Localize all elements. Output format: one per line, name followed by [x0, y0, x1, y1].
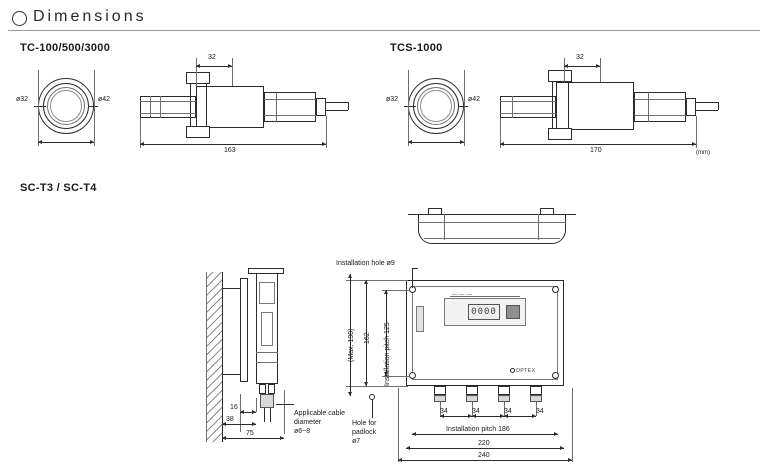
tc-outer-dia-label: ø42 [98, 96, 111, 103]
sc-side-switch [416, 306, 424, 332]
width-inner-label: 220 [478, 440, 490, 447]
depth-dim-75: 75 [246, 430, 254, 437]
tc-topdim-ext-right [232, 58, 233, 86]
width-outer-arrow [398, 460, 572, 461]
tc-inner-dia-label: ø32 [16, 96, 29, 103]
width-outer-ext-left [398, 388, 399, 462]
install-pitch-h-label: Installation pitch 186 [446, 426, 510, 433]
wall-face-line [222, 272, 223, 442]
cable-note-line3: ø6~8 [294, 428, 311, 435]
padlock-note-line3: ø7 [352, 438, 361, 445]
install-pitch-h-arrow [412, 434, 558, 435]
install-pitch-v-label: Installation pitch 125 [384, 322, 391, 386]
tc-cable-top [326, 102, 348, 103]
tc-front-dim-arrow [38, 142, 94, 143]
circle-outline-icon [12, 11, 27, 26]
sc-side-cable-nut [260, 394, 274, 408]
sc-top-view-detail1 [418, 222, 566, 223]
tcs-bracket-bottom [548, 128, 572, 140]
tcs-topdim-arrow [564, 66, 600, 67]
gland-4 [530, 386, 542, 395]
tc-bracket-lineB [206, 84, 207, 126]
tcs-bracket-top [548, 70, 572, 82]
sc-top-seam1 [444, 214, 445, 240]
padlock-hole-icon [369, 394, 375, 400]
install-hole-note: Installation hole ø9 [336, 260, 395, 267]
tc-inner-dia-leader [34, 106, 46, 107]
tcs-bracket-lineB [568, 82, 569, 128]
sc-side-hood [248, 268, 284, 274]
tc-rear-detail1 [264, 99, 316, 100]
tcs-barrel-detail3 [512, 96, 513, 118]
tc-bracket-bottom [186, 126, 210, 138]
depth-ext-2 [256, 398, 257, 412]
depth-dim-38: 38 [226, 416, 234, 423]
sc-display-caption: — — — [452, 292, 473, 298]
tc-cable-gland [316, 98, 326, 116]
tcs-cable-gland [686, 98, 696, 116]
tcs-total-length-label: 170 [590, 147, 602, 154]
tcs-front-lens [420, 90, 452, 122]
install-hole-leader-v [412, 268, 413, 288]
cable-note-leader [276, 404, 294, 405]
mount-hole-bottom-right [552, 372, 559, 379]
vdim-ext-top [346, 280, 408, 281]
gland-pitch-label-3: 34 [504, 408, 512, 415]
gland-pitch-label-1: 34 [440, 408, 448, 415]
tcs-bracket-lineA [552, 82, 553, 128]
width-inner-arrow [406, 448, 564, 449]
gland-nut-3 [498, 395, 510, 402]
wall-hatching [206, 272, 222, 442]
tcs-top-dim-label: 32 [576, 54, 584, 61]
vdim-ext-bottom [346, 386, 408, 387]
depth-dim-16: 16 [230, 404, 238, 411]
tc-rear-body [264, 92, 316, 122]
section-title-tcs: TCS-1000 [390, 42, 443, 54]
tcs-cable-bottom [696, 110, 718, 111]
tcs-cable-end [718, 102, 719, 110]
sc-side-panel [261, 312, 273, 346]
mount-hole-bottom-left [409, 372, 416, 379]
tcs-rear-detail1 [634, 99, 686, 100]
tc-cable-bottom [326, 110, 348, 111]
sc-top-tab-left [428, 208, 442, 215]
sc-side-display [259, 282, 275, 304]
sc-side-cable2 [270, 408, 271, 422]
tc-barrel-detail3 [150, 96, 151, 118]
gland-pitch-arrow-2 [472, 416, 504, 417]
tcs-topdim-ext-right [600, 58, 601, 82]
page-title: Dimensions [33, 8, 147, 25]
tc-topdim-arrow [196, 66, 232, 67]
tc-rear-detail3 [276, 92, 277, 122]
section-title-sc: SC-T3 / SC-T4 [20, 182, 97, 194]
tcs-barrel-detail1 [500, 101, 556, 102]
gland-nut-1 [434, 395, 446, 402]
tcs-rear-body [634, 92, 686, 122]
tc-outer-dia-leader [88, 106, 98, 107]
tcs-length-arrow [500, 144, 696, 145]
tc-ext-right [94, 70, 95, 146]
gland-pitch-arrow-3 [504, 416, 536, 417]
cable-note-line1: Applicable cable [294, 410, 345, 417]
tcs-inner-dia-leader [404, 106, 416, 107]
mount-plate [240, 278, 248, 382]
wall-back-line [206, 272, 207, 442]
padlock-note-leader [372, 400, 373, 418]
depth-arrow-38 [222, 424, 256, 425]
tc-top-dim-label: 32 [208, 54, 216, 61]
tcs-ext-right [464, 70, 465, 146]
mount-arm-top [222, 288, 240, 289]
tcs-rear-detail2 [634, 115, 686, 116]
gland-nut-4 [530, 395, 542, 402]
tc-total-length-label: 163 [224, 147, 236, 154]
tc-cable-end [348, 102, 349, 110]
height-label: 162 [364, 332, 371, 344]
brand-label: OPTEX [516, 368, 536, 374]
tc-front-lens [50, 90, 82, 122]
tc-barrel-detail1 [140, 101, 196, 102]
tc-topdim-ext-left [196, 58, 197, 86]
gland-pitch-label-4: 34 [536, 408, 544, 415]
tc-rear-detail2 [264, 115, 316, 116]
mount-arm-bottom [222, 374, 240, 375]
sc-side-cable [264, 408, 265, 422]
tc-len-ext-right [326, 116, 327, 148]
depth-arrow-16 [240, 412, 256, 413]
padlock-note-line1: Hole for [352, 420, 377, 427]
sc-display-value: 0000 [468, 304, 500, 320]
page-header [0, 4, 769, 32]
gland-pitch-arrow-1 [440, 416, 472, 417]
header-divider [8, 30, 760, 31]
width-outer-label: 240 [478, 452, 490, 459]
depth-arrow-75 [222, 438, 284, 439]
tc-barrel-detail4 [160, 96, 161, 118]
gland-pitch-label-2: 34 [472, 408, 480, 415]
sc-side-gland-1 [259, 384, 266, 394]
tcs-barrel-detail2 [500, 113, 556, 114]
unit-note-label: (mm) [696, 150, 710, 156]
tcs-front-dim-arrow [408, 142, 464, 143]
cable-note-line2: diameter [294, 419, 322, 426]
padlock-note-line2: padlock [352, 429, 377, 436]
tcs-outer-dia-leader [458, 106, 468, 107]
tcs-cable-top [696, 102, 718, 103]
section-title-tc: TC-100/500/3000 [20, 42, 111, 54]
tc-bracket-lineA [190, 84, 191, 126]
depth-ext-3 [284, 390, 285, 434]
tcs-ext-left [408, 70, 409, 146]
sc-side-detail2 [256, 362, 278, 363]
sc-side-gland-2 [268, 384, 275, 394]
mount-hole-top-right [552, 286, 559, 293]
brand-mark-icon [510, 368, 515, 373]
sc-display-indicator [506, 305, 520, 319]
tcs-rear-detail3 [648, 92, 649, 122]
gland-nut-2 [466, 395, 478, 402]
tcs-inner-dia-label: ø32 [386, 96, 399, 103]
tcs-len-ext-right [696, 116, 697, 148]
sc-side-detail1 [256, 352, 278, 353]
width-outer-ext-right [572, 388, 573, 462]
tc-bracket-top [186, 72, 210, 84]
tcs-outer-dia-label: ø42 [468, 96, 481, 103]
tc-barrel-detail2 [140, 113, 196, 114]
gland-2 [466, 386, 478, 395]
max-height-label: (Max. 190) [348, 328, 355, 362]
tcs-topdim-ext-left [564, 58, 565, 82]
sc-top-view-body [418, 214, 566, 244]
gland-1 [434, 386, 446, 395]
tcs-barrel-front [500, 96, 556, 118]
gland-3 [498, 386, 510, 395]
tc-length-arrow [140, 144, 326, 145]
sc-top-tab-right [540, 208, 554, 215]
sc-top-seam2 [538, 214, 539, 240]
tc-barrel-front [140, 96, 196, 118]
tc-ext-left [38, 70, 39, 146]
